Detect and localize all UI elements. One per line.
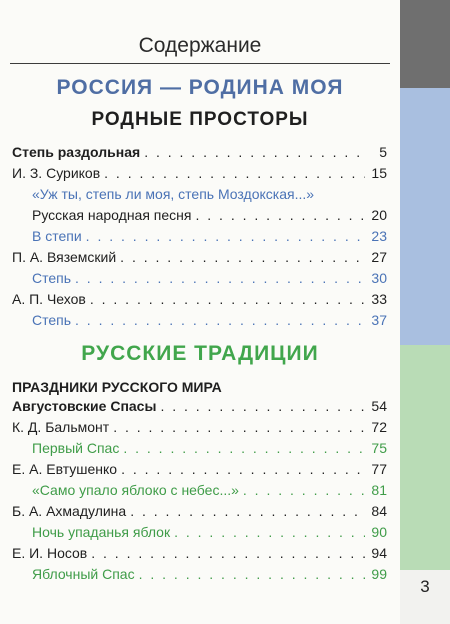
toc-entry-page: 27	[371, 249, 387, 265]
toc-entry-label: «Уж ты, степь ли моя, степь Моздокская...»	[32, 186, 315, 202]
toc-entry[interactable]	[32, 270, 387, 290]
toc-entry[interactable]	[32, 440, 387, 460]
toc-entry-label: Степь	[32, 312, 72, 328]
toc-leader-dots	[123, 440, 365, 456]
toc-entry-page: 99	[371, 566, 387, 582]
toc-entry-page: 84	[371, 503, 387, 519]
toc-entry-page: 81	[371, 482, 387, 498]
toc-entry[interactable]	[32, 186, 387, 206]
toc-entry-label: Яблочный Спас	[32, 566, 135, 582]
section-heading-traditions: РУССКИЕ ТРАДИЦИИ	[81, 342, 319, 365]
toc-entry-page: 5	[379, 144, 387, 160]
toc-entry-page: 94	[371, 545, 387, 561]
toc-entry-page: 75	[371, 440, 387, 456]
toc-entry-label: И. З. Суриков	[12, 165, 101, 181]
toc-leader-dots	[75, 270, 365, 286]
toc-entry-page: 15	[371, 165, 387, 181]
edge-tab-blue	[400, 88, 450, 345]
toc-entry[interactable]	[12, 249, 387, 269]
toc-entry-page: 54	[371, 398, 387, 414]
subsection-heading-holidays: ПРАЗДНИКИ РУССКОГО МИРА	[12, 379, 222, 395]
edge-tab-gray	[400, 0, 450, 88]
toc-entry-label: К. Д. Бальмонт	[12, 419, 110, 435]
toc-leader-dots	[120, 249, 365, 265]
toc-entry[interactable]	[12, 461, 387, 481]
toc-entry[interactable]	[32, 207, 387, 227]
toc-leader-dots	[90, 291, 365, 307]
toc-leader-dots	[75, 312, 365, 328]
toc-entry-page: 72	[371, 419, 387, 435]
toc-leader-dots	[91, 545, 365, 561]
toc-entry[interactable]	[32, 524, 387, 544]
toc-entry[interactable]	[32, 312, 387, 332]
toc-entry-label: Августовские Спасы	[12, 398, 157, 414]
toc-leader-dots	[174, 524, 365, 540]
toc-entry-label: Е. А. Евтушенко	[12, 461, 118, 477]
title-divider	[10, 63, 390, 64]
section-heading-russia: РОССИЯ — РОДИНА МОЯ	[56, 76, 344, 99]
page-number: 3	[420, 577, 430, 596]
toc-entry-page: 30	[371, 270, 387, 286]
edge-tab-green	[400, 345, 450, 570]
toc-leader-dots	[104, 165, 365, 181]
toc-entry[interactable]	[12, 165, 387, 185]
toc-entry-label: Степь раздольная	[12, 144, 141, 160]
toc-leader-dots	[86, 228, 365, 244]
toc-leader-dots	[243, 482, 365, 498]
toc-leader-dots	[196, 207, 366, 223]
toc-entry[interactable]	[32, 228, 387, 248]
page-title: Содержание	[138, 34, 262, 57]
toc-entry-page: 23	[371, 228, 387, 244]
toc-entry-page: 20	[371, 207, 387, 223]
toc-entry-page: 33	[371, 291, 387, 307]
toc-entry[interactable]	[12, 419, 387, 439]
toc-entry[interactable]	[12, 545, 387, 565]
toc-entry-label: Е. И. Носов	[12, 545, 88, 561]
toc-leader-dots	[121, 461, 365, 477]
toc-entry[interactable]	[32, 566, 387, 586]
toc-entry[interactable]	[12, 398, 387, 418]
subsection-heading-native-expanses: РОДНЫЕ ПРОСТОРЫ	[91, 109, 309, 130]
toc-leader-dots	[130, 503, 365, 519]
toc-entry[interactable]	[32, 482, 387, 502]
toc-entry-label: А. П. Чехов	[12, 291, 86, 307]
toc-entry[interactable]	[12, 291, 387, 311]
toc-entry-label: Б. А. Ахмадулина	[12, 503, 127, 519]
toc-entry-label: Первый Спас	[32, 440, 120, 456]
toc-entry-label: Ночь упаданья яблок	[32, 524, 171, 540]
toc-entry-label: В степи	[32, 228, 82, 244]
toc-entry-label: Русская народная песня	[32, 207, 192, 223]
toc-entry-page: 37	[371, 312, 387, 328]
toc-entry-label: Степь	[32, 270, 72, 286]
toc-entry[interactable]	[12, 503, 387, 523]
toc-leader-dots	[113, 419, 365, 435]
toc-leader-dots	[144, 144, 365, 160]
toc-entry-page: 90	[371, 524, 387, 540]
toc-entry[interactable]	[12, 144, 387, 164]
toc-leader-dots	[160, 398, 365, 414]
toc-entry-label: «Само упало яблоко с небес...»	[32, 482, 239, 498]
toc-leader-dots	[139, 566, 365, 582]
toc-entry-page: 77	[371, 461, 387, 477]
toc-entry-label: П. А. Вяземский	[12, 249, 117, 265]
